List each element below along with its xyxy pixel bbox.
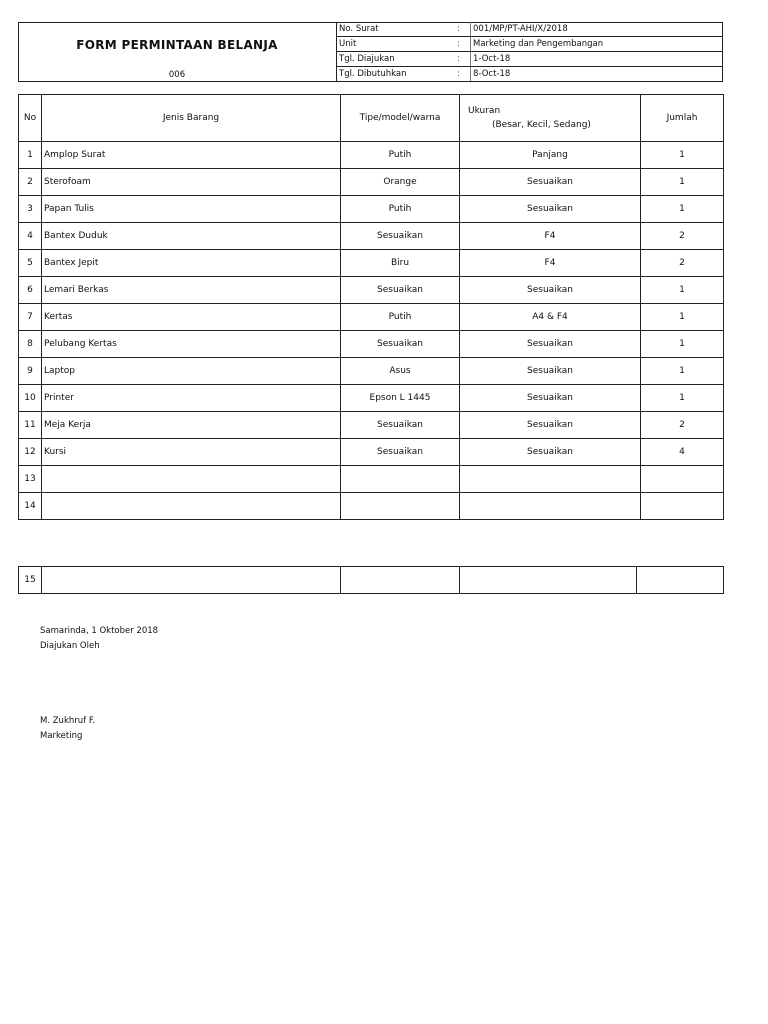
table-row [19, 358, 724, 385]
table-row [19, 466, 724, 493]
cell-no: 14 [19, 493, 42, 520]
cell-tipe: Asus [341, 358, 460, 385]
header-jenis-barang: Jenis Barang [42, 95, 341, 142]
cell-no: 12 [19, 439, 42, 466]
cell-jumlah: 1 [641, 385, 724, 412]
cell-ukuran: A4 & F4 [460, 304, 641, 331]
cell-tipe: Epson L 1445 [341, 385, 460, 412]
cell-jenis: Kursi [42, 439, 341, 466]
cell-jenis: Bantex Duduk [42, 223, 341, 250]
meta-row-tgl-diajukan [337, 52, 724, 67]
cell-jenis: Laptop [42, 358, 341, 385]
form-title: FORM PERMINTAAN BELANJA [76, 38, 278, 52]
cell-jumlah: 2 [641, 250, 724, 277]
cell-tipe: Putih [341, 142, 460, 169]
table-row [19, 331, 724, 358]
cell-jenis [42, 567, 341, 594]
table-row [19, 250, 724, 277]
cell-no: 10 [19, 385, 42, 412]
cell-jumlah: 1 [641, 304, 724, 331]
cell-tipe: Sesuaikan [341, 412, 460, 439]
cell-jumlah: 1 [641, 169, 724, 196]
table-row [19, 277, 724, 304]
header-ukuran-line1: Ukuran [468, 106, 501, 116]
cell-no: 13 [19, 466, 42, 493]
cell-tipe: Sesuaikan [341, 439, 460, 466]
cell-jenis [42, 493, 341, 520]
table-row [19, 223, 724, 250]
cell-jenis: Kertas [42, 304, 341, 331]
cell-no: 7 [19, 304, 42, 331]
meta-label: Unit [337, 37, 456, 52]
cell-ukuran: Sesuaikan [460, 331, 641, 358]
items-table [18, 94, 724, 520]
cell-tipe: Sesuaikan [341, 223, 460, 250]
submitted-by-label: Diajukan Oleh [40, 641, 100, 651]
header-ukuran [460, 95, 641, 142]
cell-jenis: Papan Tulis [42, 196, 341, 223]
cell-jenis: Pelubang Kertas [42, 331, 341, 358]
table-row [19, 385, 724, 412]
cell-jenis: Lemari Berkas [42, 277, 341, 304]
cell-jumlah: 2 [641, 412, 724, 439]
cell-ukuran: Sesuaikan [460, 439, 641, 466]
meta-row-no-surat [337, 22, 724, 37]
meta-value: 001/MP/PT-AHI/X/2018 [471, 22, 724, 37]
header-jumlah: Jumlah [641, 95, 724, 142]
cell-jumlah [641, 493, 724, 520]
cell-no: 9 [19, 358, 42, 385]
table-row [19, 196, 724, 223]
cell-tipe: Sesuaikan [341, 331, 460, 358]
meta-sep: : [455, 67, 471, 82]
table-row [19, 567, 724, 594]
cell-ukuran: Sesuaikan [460, 277, 641, 304]
meta-sep: : [455, 37, 471, 52]
cell-tipe [341, 567, 460, 594]
meta-value: 1-Oct-18 [471, 52, 724, 67]
cell-no: 15 [19, 567, 42, 594]
header-ukuran-line2: (Besar, Kecil, Sedang) [492, 120, 591, 130]
cell-tipe [341, 493, 460, 520]
items-body [19, 142, 724, 520]
cell-jumlah [637, 567, 724, 594]
table-row [19, 142, 724, 169]
cell-jenis [42, 466, 341, 493]
cell-jenis: Amplop Surat [42, 142, 341, 169]
table-row [19, 493, 724, 520]
cell-tipe [341, 466, 460, 493]
cell-jumlah: 1 [641, 142, 724, 169]
meta-label: Tgl. Diajukan [337, 52, 456, 67]
cell-tipe: Putih [341, 304, 460, 331]
cell-jenis: Meja Kerja [42, 412, 341, 439]
cell-ukuran [460, 567, 637, 594]
header-tipe-model-warna: Tipe/model/warna [341, 95, 460, 142]
cell-jumlah: 1 [641, 358, 724, 385]
cell-tipe: Biru [341, 250, 460, 277]
meta-sep: : [455, 22, 471, 37]
cell-tipe: Sesuaikan [341, 277, 460, 304]
cell-no: 3 [19, 196, 42, 223]
cell-jumlah: 4 [641, 439, 724, 466]
cell-tipe: Putih [341, 196, 460, 223]
table-row [19, 439, 724, 466]
table-header-row [19, 95, 724, 142]
signer-position: Marketing [40, 731, 83, 741]
cell-no: 4 [19, 223, 42, 250]
extra-table [18, 566, 724, 594]
table-row [19, 412, 724, 439]
cell-ukuran [460, 466, 641, 493]
cell-no: 5 [19, 250, 42, 277]
cell-ukuran [460, 493, 641, 520]
place-date: Samarinda, 1 Oktober 2018 [40, 626, 159, 636]
cell-ukuran: Sesuaikan [460, 196, 641, 223]
table-row [19, 304, 724, 331]
table-row [19, 169, 724, 196]
cell-no: 11 [19, 412, 42, 439]
cell-no: 2 [19, 169, 42, 196]
cell-jenis: Sterofoam [42, 169, 341, 196]
form-number: 006 [168, 70, 186, 80]
signer-name: M. Zukhruf F. [40, 716, 96, 726]
cell-jumlah: 1 [641, 277, 724, 304]
meta-label: No. Surat [337, 22, 456, 37]
meta-label: Tgl. Dibutuhkan [337, 67, 456, 82]
cell-no: 1 [19, 142, 42, 169]
cell-ukuran: Sesuaikan [460, 169, 641, 196]
cell-no: 8 [19, 331, 42, 358]
cell-ukuran: F4 [460, 250, 641, 277]
cell-ukuran: Sesuaikan [460, 385, 641, 412]
cell-jumlah: 1 [641, 196, 724, 223]
meta-value: 8-Oct-18 [471, 67, 724, 82]
cell-jumlah [641, 466, 724, 493]
cell-jumlah: 2 [641, 223, 724, 250]
cell-ukuran: Panjang [460, 142, 641, 169]
cell-jumlah: 1 [641, 331, 724, 358]
cell-ukuran: Sesuaikan [460, 412, 641, 439]
cell-tipe: Orange [341, 169, 460, 196]
cell-jenis: Bantex Jepit [42, 250, 341, 277]
meta-row-tgl-dibutuhkan [337, 67, 724, 82]
cell-jenis: Printer [42, 385, 341, 412]
meta-value: Marketing dan Pengembangan [471, 37, 724, 52]
cell-no: 6 [19, 277, 42, 304]
meta-table [336, 22, 723, 82]
meta-row-unit [337, 37, 724, 52]
cell-ukuran: Sesuaikan [460, 358, 641, 385]
cell-ukuran: F4 [460, 223, 641, 250]
meta-sep: : [455, 52, 471, 67]
header-no: No [19, 95, 42, 142]
